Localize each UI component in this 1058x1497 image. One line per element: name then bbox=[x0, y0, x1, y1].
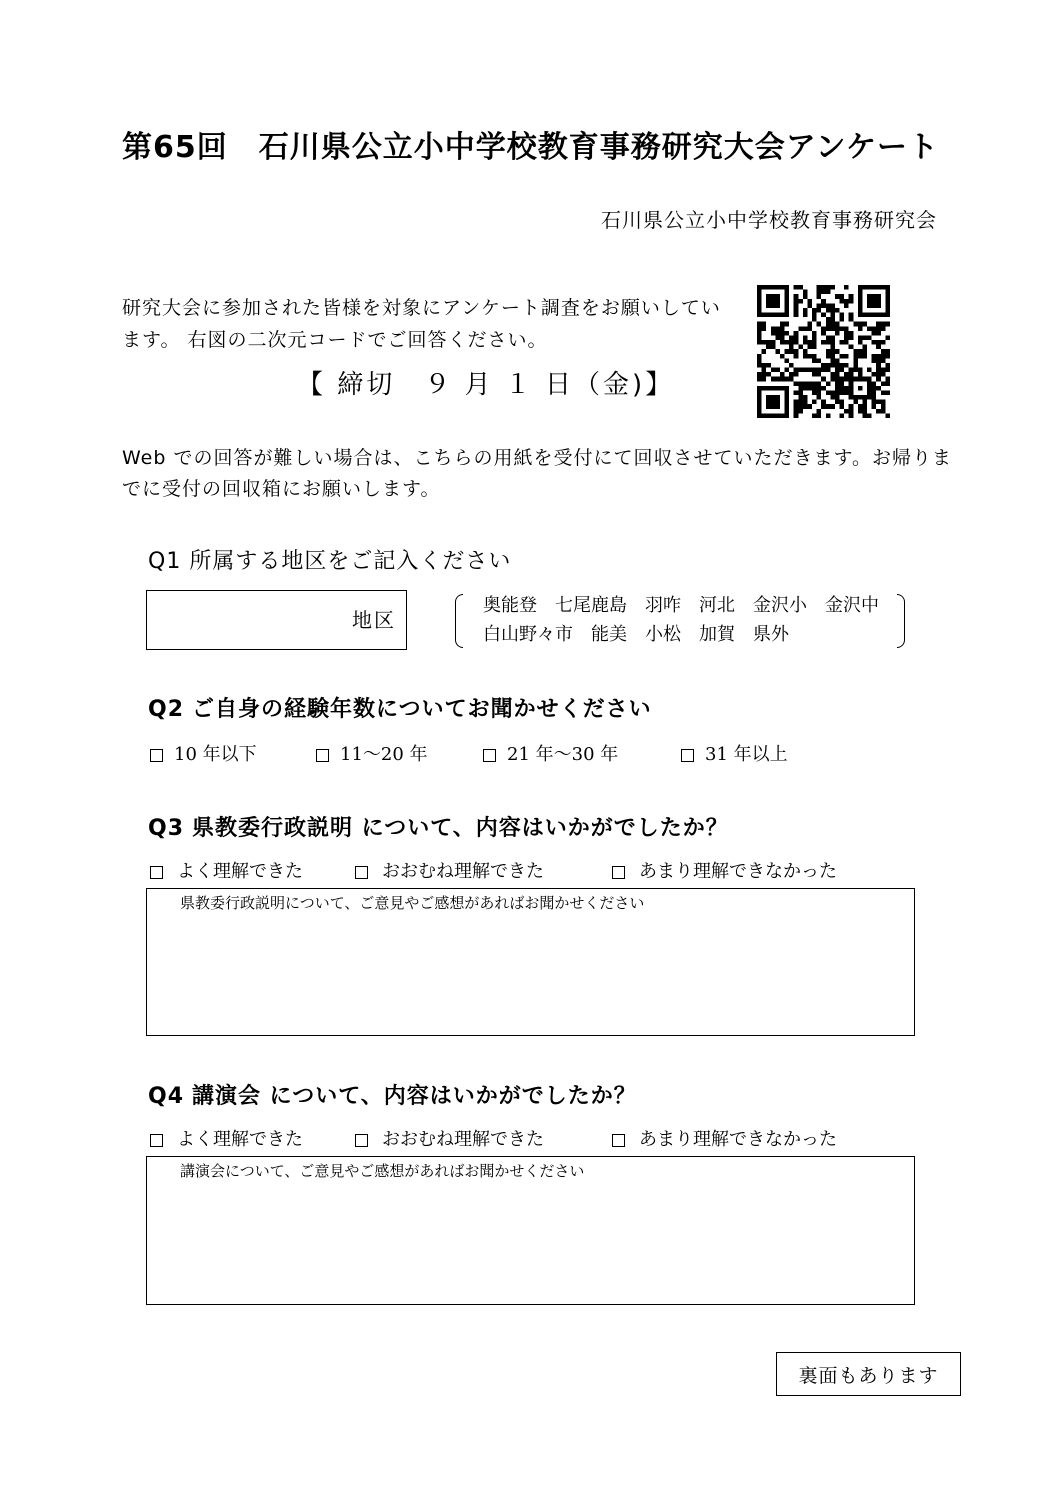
district-option: 能美 bbox=[591, 624, 627, 645]
comment-prompt: 講演会について、ご意見やご感想があればお聞かせください bbox=[180, 1162, 585, 1180]
experience-option[interactable] bbox=[150, 743, 257, 767]
checkbox[interactable] bbox=[150, 866, 163, 879]
question-number: Q1 bbox=[148, 549, 182, 574]
option-label: 31 年以上 bbox=[705, 744, 788, 765]
experience-option[interactable] bbox=[483, 743, 618, 767]
notice-text-line: Web での回答が難しい場合は、こちらの用紙を受付にて回収させていただきます。お帰りま bbox=[122, 447, 952, 469]
rating-option[interactable] bbox=[612, 860, 837, 884]
checkbox[interactable] bbox=[316, 749, 329, 762]
district-list-bracket-left bbox=[455, 594, 463, 648]
question-3-heading bbox=[148, 815, 729, 843]
question-number: Q2 bbox=[148, 697, 185, 722]
checkbox[interactable] bbox=[681, 749, 694, 762]
question-text: 県教委行政説明 について、内容はいかがでしたか？ bbox=[192, 816, 729, 841]
option-label: おおむね理解できた bbox=[382, 861, 544, 882]
checkbox[interactable] bbox=[483, 749, 496, 762]
question-number: Q4 bbox=[148, 1084, 185, 1109]
district-option: 加賀 bbox=[699, 624, 735, 645]
organization-name: 石川県公立小中学校教育事務研究会 bbox=[601, 208, 937, 232]
district-option: 河北 bbox=[699, 595, 735, 616]
district-option: 白山野々市 bbox=[483, 624, 573, 645]
option-label: よく理解できた bbox=[177, 1129, 303, 1150]
comment-field[interactable] bbox=[146, 1156, 915, 1305]
comment-prompt: 県教委行政説明について、ご意見やご感想があればお聞かせください bbox=[180, 894, 645, 912]
reverse-side-note bbox=[776, 1352, 961, 1396]
district-answer-field[interactable] bbox=[146, 590, 407, 650]
experience-option[interactable] bbox=[681, 743, 788, 767]
option-label: 21 年～30 年 bbox=[507, 744, 619, 765]
district-field-suffix: 地区 bbox=[352, 608, 396, 632]
intro-text-line: 研究大会に参加された皆様を対象にアンケート調査をお願いしてい bbox=[122, 297, 721, 319]
district-option: 金沢小 bbox=[753, 595, 807, 616]
question-number: Q3 bbox=[148, 816, 185, 841]
checkbox[interactable] bbox=[612, 866, 625, 879]
rating-option[interactable] bbox=[612, 1128, 837, 1152]
rating-option[interactable] bbox=[150, 860, 303, 884]
option-label: よく理解できた bbox=[177, 861, 303, 882]
option-label: あまり理解できなかった bbox=[639, 1129, 837, 1150]
rating-option[interactable] bbox=[355, 860, 544, 884]
district-option: 七尾鹿島 bbox=[555, 595, 627, 616]
district-option: 奥能登 bbox=[483, 595, 537, 616]
question-text: ご自身の経験年数についてお聞かせください bbox=[192, 697, 652, 722]
question-4-heading bbox=[148, 1083, 637, 1111]
checkbox[interactable] bbox=[355, 1134, 368, 1147]
rating-option[interactable] bbox=[150, 1128, 303, 1152]
option-label: 11～20 年 bbox=[340, 744, 428, 765]
intro-text-line: ます。 右図の二次元コードでご回答ください。 bbox=[122, 329, 548, 351]
deadline-notice: 【 締切 ９ 月 １ 日（金)】 bbox=[297, 370, 675, 400]
qr-code bbox=[757, 285, 890, 418]
option-label: 10 年以下 bbox=[174, 744, 257, 765]
option-label: おおむね理解できた bbox=[382, 1129, 544, 1150]
qr-modules bbox=[757, 285, 890, 418]
district-list-bracket-right bbox=[897, 594, 905, 648]
district-option: 羽咋 bbox=[645, 595, 681, 616]
district-option: 金沢中 bbox=[825, 595, 879, 616]
experience-option[interactable] bbox=[316, 743, 428, 767]
notice-text-line: でに受付の回収箱にお願いします。 bbox=[122, 478, 441, 500]
reverse-side-note-text: 裏面もあります bbox=[798, 1364, 939, 1387]
checkbox[interactable] bbox=[150, 749, 163, 762]
district-list-row bbox=[483, 594, 879, 618]
district-option: 県外 bbox=[753, 624, 789, 645]
rating-option[interactable] bbox=[355, 1128, 544, 1152]
district-option: 小松 bbox=[645, 624, 681, 645]
checkbox[interactable] bbox=[355, 866, 368, 879]
checkbox[interactable] bbox=[612, 1134, 625, 1147]
question-1-heading bbox=[148, 548, 511, 576]
page-title: 第65回 石川県公立小中学校教育事務研究大会アンケート bbox=[122, 130, 939, 165]
question-text: 所属する地区をご記入ください bbox=[189, 549, 512, 574]
checkbox[interactable] bbox=[150, 1134, 163, 1147]
district-list-row bbox=[483, 623, 789, 647]
question-2-heading bbox=[148, 696, 652, 724]
option-label: あまり理解できなかった bbox=[639, 861, 837, 882]
question-text: 講演会 について、内容はいかがでしたか？ bbox=[192, 1084, 637, 1109]
comment-field[interactable] bbox=[146, 888, 915, 1036]
